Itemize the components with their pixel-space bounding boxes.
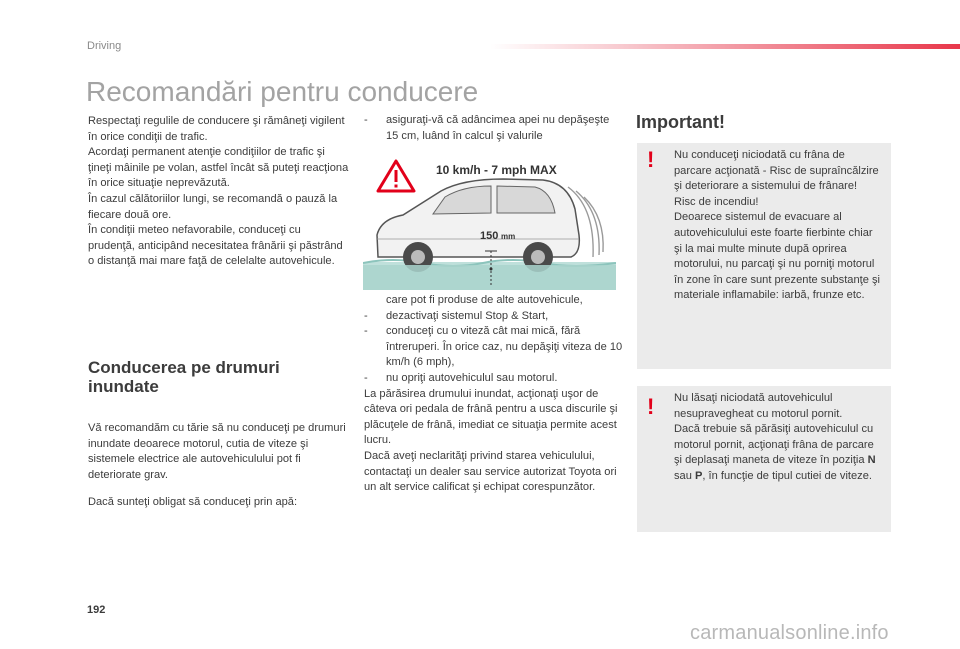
list-item-text: nu opriţi autovehiculul sau motorul. (386, 371, 558, 384)
warning-triangle-icon (378, 161, 414, 191)
list-item-text: dezactivaţi sistemul Stop & Start, (386, 309, 549, 322)
depth-unit: mm (501, 232, 516, 241)
list-dash: - (364, 309, 368, 322)
warning-note-unattended (637, 386, 891, 532)
note-text: , în funcţie de tipul cutiei de viteze. (702, 469, 872, 482)
car-icon (377, 179, 579, 272)
water-instructions-top (364, 113, 624, 144)
note-text: Dacă trebuie să părăsiţi autovehiculul cu motorul pornit, acţionaţi frâna de parcare şi deplasaţi maneta de viteze în poziţia (674, 423, 874, 467)
section-label: Driving (87, 40, 122, 52)
note-paragraph (674, 422, 881, 484)
watermark: carmanualsonline.info (690, 622, 889, 644)
important-heading: Important! (636, 112, 725, 132)
flooded-paragraph: Dacă sunteţi obligat să conduceţi prin apă: (88, 495, 298, 508)
list-dash: - (364, 371, 368, 384)
flooded-roads-text (88, 410, 350, 521)
intro-paragraph: În condiţii meteo nefavorabile, conduceţi cu prudenţă, anticipând necesitatea frânării şi păstrând o distanţă mai mare faţă de celelalte autovehicule. (88, 224, 343, 268)
intro-paragraph: Respectaţi regulile de conducere şi rămâneţi vigilent în orice condiţii de trafic. (88, 115, 345, 143)
after-flood-paragraph: Dacă aveţi neclarităţi privind starea vehiculului, contactaţi un dealer sau service autorizat Toyota ori un alt service calificat şi echipat corespunzător. (364, 449, 617, 494)
note-paragraph: Nu lăsaţi niciodată autovehiculul nesupravegheat cu motorul pornit. (674, 392, 843, 420)
list-dash: - (364, 114, 368, 126)
water-instructions (364, 293, 624, 496)
water-overlay (363, 265, 616, 290)
speed-limit-label: 10 km/h - 7 mph MAX (436, 163, 557, 177)
note-paragraph: Risc de incendiu! (674, 195, 759, 208)
flooded-roads-heading: Conducerea pe drumuri inundate (88, 358, 280, 396)
list-item (364, 113, 624, 144)
header-accent-bar (490, 44, 960, 49)
list-item-text: asiguraţi-vă că adâncimea apei nu depăşeşte 15 cm, luând în calcul şi valurile (386, 114, 610, 142)
list-dash: - (364, 325, 368, 338)
exclamation-icon: ! (647, 147, 655, 172)
list-item (364, 324, 624, 371)
intro-paragraph: În cazul călătoriilor lungi, se recomandă o pauză la fiecare două ore. (88, 192, 338, 221)
depth-value: 150 (480, 230, 499, 242)
flooded-paragraph: Vă recomandăm cu tărie să nu conduceţi pe drumuri inundate deoarece motorul, cutia de viteze şi sistemele electrice ale autovehiculului pot fi deteriorate grav. (88, 422, 346, 481)
page-title: Recomandări pentru conducere (86, 76, 479, 107)
list-item-text: conduceţi cu o viteză cât mai mică, fără întreruperi. În orice caz, nu depăşiţi viteza de 10 km/h (6 mph), (386, 325, 623, 369)
intro-paragraph: Acordaţi permanent atenţie condiţiilor de trafic şi ţineţi mâinile pe volan, astfel încât să puteţi reacţiona în orice situaţie neprevăzută. (88, 146, 349, 190)
note-text: sau (674, 469, 695, 482)
intro-text (88, 114, 350, 270)
list-item (364, 371, 624, 387)
note-paragraph: Nu conduceţi niciodată cu frâna de parcare acţionată - Risc de supraîncălzire şi deteriorare a sistemului de frânare! (674, 149, 879, 193)
exclamation-icon: ! (647, 394, 655, 419)
gear-p: P (694, 469, 703, 482)
warning-note-parking-brake (637, 143, 891, 369)
list-item-continuation: care pot fi produse de alte autovehicule, (386, 294, 583, 306)
flood-driving-illustration (363, 157, 616, 290)
gear-n: N (867, 454, 876, 467)
page-number: 192 (87, 604, 106, 616)
list-item (364, 309, 624, 325)
after-flood-paragraph: La părăsirea drumului inundat, acţionaţi uşor de câteva ori pedala de frână pentru a usca discurile şi plăcuţele de frână, imediat ce situaţia permite acest lucru. (364, 387, 618, 447)
note-paragraph: Deoarece sistemul de evacuare al autovehiculului este foarte fierbinte chiar şi la mai multe minute după oprirea motorului, nu parcaţi şi nu porniţi motorul în zone în care sunt prezente substanţe şi materiale inflamabile: iarbă, frunze etc. (674, 211, 880, 302)
